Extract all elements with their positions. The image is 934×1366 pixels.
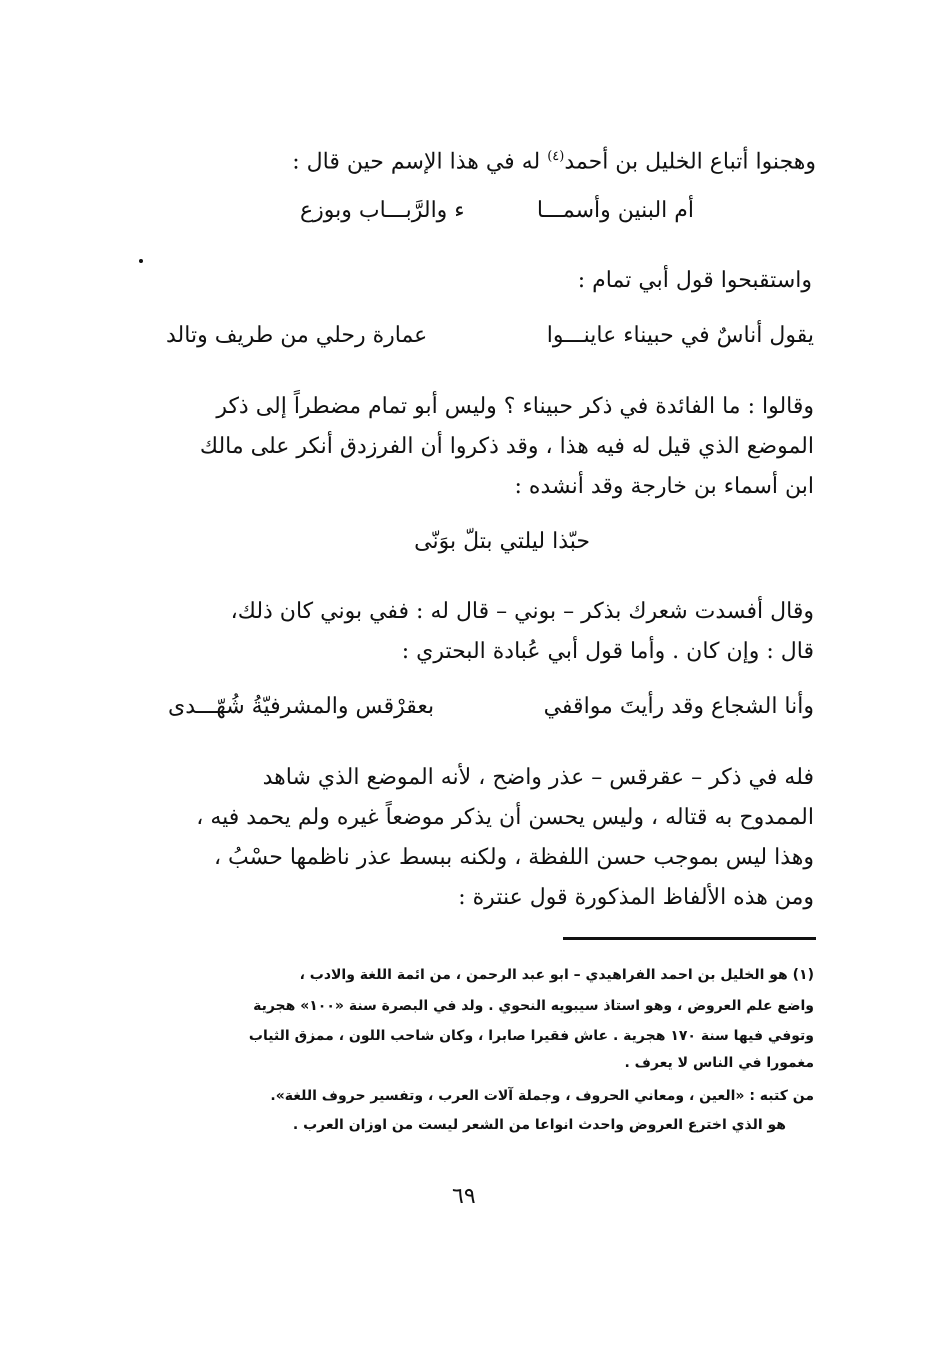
footnote-line: من كتبه : «العين ، ومعاني الحروف ، وجملة آلات العرب ، وتفسير حروف اللغة». xyxy=(270,1088,814,1104)
verse-hemistich-right: يقول أناسٌ في حبيناء عاينـــوا xyxy=(546,323,814,348)
paragraph-line: قال : وإن كان . وأما قول أبي عُبادة البحتري : xyxy=(401,639,814,664)
footnote-line: هو الذي اخترع العروض واحدث انواعا من الشعر ليست من اوزان العرب . xyxy=(292,1117,786,1133)
footnote-line: (١) هو الخليل بن احمد الفراهيدي – ابو عبد الرحمن ، من ائمة اللغة والادب ، xyxy=(299,967,814,983)
paragraph-line: الموضع الذي قيل له فيه هذا ، وقد ذكروا أن الفرزدق أنكر على مالك xyxy=(199,434,814,459)
paragraph-line: وقال أفسدت شعرك بذكر – بوني – قال له : ففي بوني كان ذلك، xyxy=(230,599,814,624)
paragraph-line: ومن هذه الألفاظ المذكورة قول عنترة : xyxy=(458,885,814,910)
text-segment: وهجنوا أتباع الخليل بن أحمد xyxy=(564,149,816,175)
verse-hemistich-left: عمارة رحلي من طريف وتالد xyxy=(166,323,428,348)
verse-hemistich-right: أم البنين وأسمـــا xyxy=(536,198,694,223)
verse-hemistich-left: ء والرَّبـــاب وبوزع xyxy=(300,198,465,223)
paragraph-line xyxy=(292,142,816,177)
paragraph-line: وهذا ليس بموجب حسن اللفظة ، ولكنه ببسط عذر ناظمها حسْبُ ، xyxy=(213,845,814,870)
stray-mark xyxy=(139,259,143,263)
paragraph-line: وقالوا : ما الفائدة في ذكر حبيناء ؟ وليس أبو تمام مضطراً إلى ذكر xyxy=(216,394,814,419)
verse-line: حبّذا ليلتي بتلّ بوَنّى xyxy=(414,529,590,554)
paragraph-line: واستقبحوا قول أبي تمام : xyxy=(577,268,812,293)
verse-hemistich-right: وأنا الشجاع وقد رأيتَ مواقفي xyxy=(543,694,814,719)
footnote-line: واضع علم العروض ، وهو استاذ سيبويه النحوي . ولد في البصرة سنة «١٠٠» هجرية xyxy=(253,998,814,1014)
paragraph-line: فله في ذكر – عقرقس – عذر واضح ، لأنه الموضع الذي شاهد xyxy=(262,765,814,790)
paragraph-line: الممدوح به قتاله ، وليس يحسن أن يذكر موضعاً غيره ولم يحمد فيه ، xyxy=(196,805,814,830)
paragraph-line: ابن أسماء بن خارجة وقد أنشده : xyxy=(514,474,814,499)
footnote-line: وتوفي فيها سنة ١٧٠ هجرية . عاش فقيرا صابرا ، وكان شاحب اللون ، ممزق الثياب xyxy=(248,1028,814,1044)
footnote-line: مغمورا في الناس لا يعرف . xyxy=(624,1055,814,1071)
footnote-reference: (٤) xyxy=(547,149,565,164)
footnote-separator xyxy=(563,937,816,940)
verse-hemistich-left: بعقرْقس والمشرفيّةُ شُهّـــدى xyxy=(168,694,435,719)
page-number: ٦٩ xyxy=(452,1184,476,1209)
text-segment: له في هذا الإسم حين قال : xyxy=(292,149,548,175)
